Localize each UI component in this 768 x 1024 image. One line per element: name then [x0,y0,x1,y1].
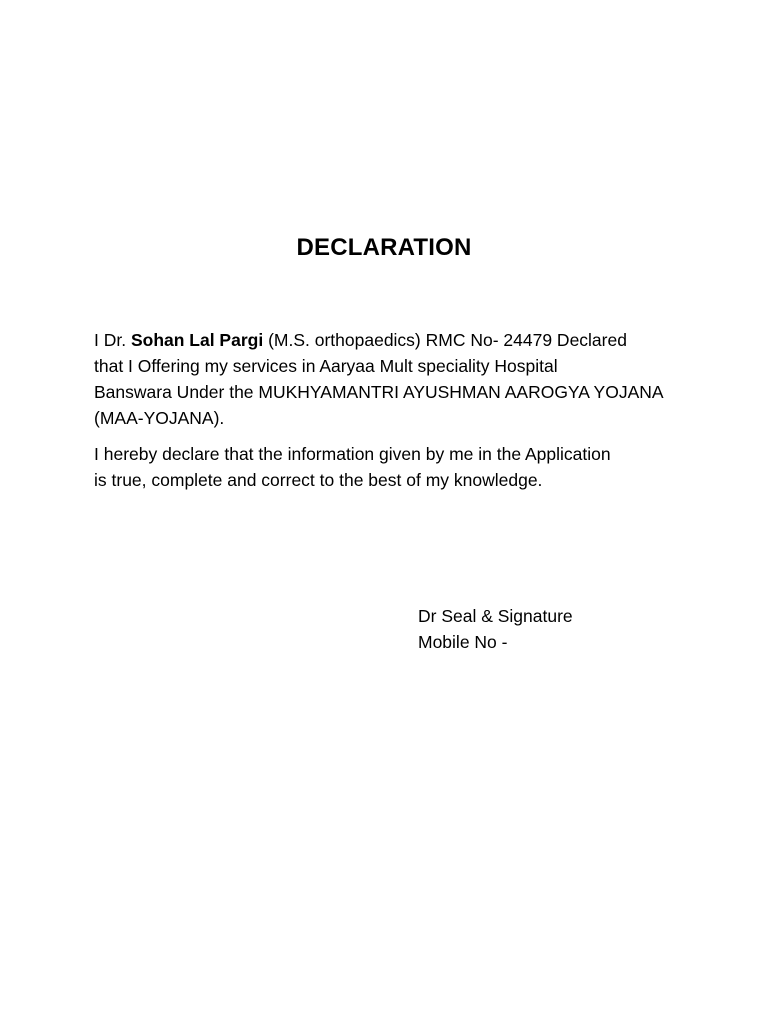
declaration-body [94,327,694,503]
doctor-name: Sohan Lal Pargi [130,330,264,350]
declaration-paragraph-2 [94,441,694,493]
declaration-paragraph-1 [94,327,694,431]
signature-block [418,603,573,655]
mobile-number-label: Mobile No - [418,632,508,652]
seal-signature-label: Dr Seal & Signature [418,606,573,626]
paragraph-2-line-2: is true, complete and correct to the best of my knowledge. [94,470,543,490]
paragraph-1-line-2: that I Offering my services in Aaryaa Mult speciality Hospital [94,356,558,376]
paragraph-1-line-4: (MAA-YOJANA). [94,408,225,428]
paragraph-2-line-1: I hereby declare that the information given by me in the Application [94,444,611,464]
doctor-qualification: (M.S. orthopaedics) RMC No- 24479 Declared [263,330,627,350]
doctor-prefix: I Dr. [94,330,131,350]
paragraph-1-line-3: Banswara Under the MUKHYAMANTRI AYUSHMAN AAROGYA YOJANA [94,382,664,402]
paragraph-1-line-1 [94,327,694,353]
document-title: DECLARATION [296,234,472,261]
